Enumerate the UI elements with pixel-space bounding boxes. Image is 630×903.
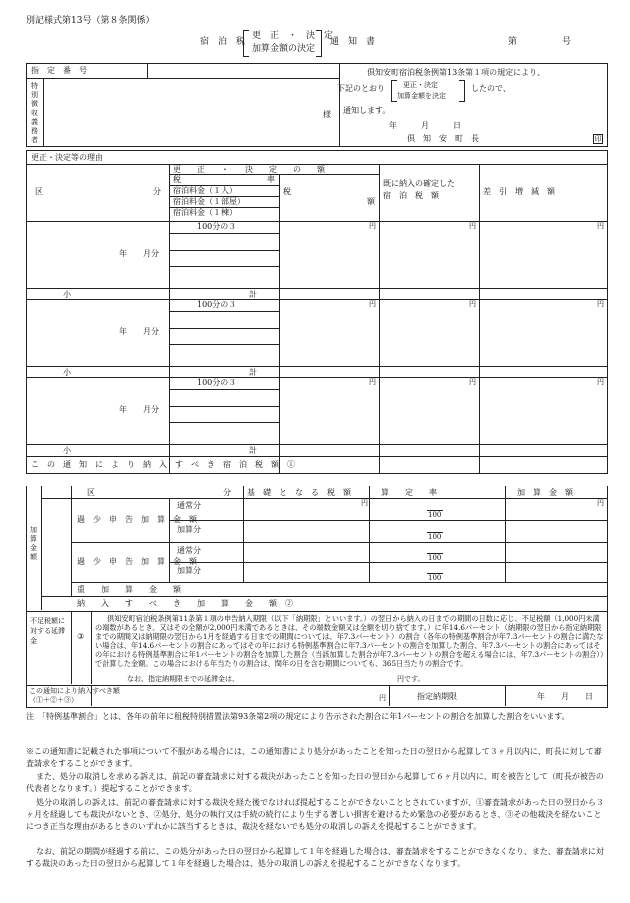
denominator-1: 100 (428, 511, 442, 519)
tax-label-b: 額 (367, 197, 375, 206)
sama-label: 様 (323, 110, 331, 119)
tax-label-a: 税 (283, 187, 291, 196)
late-fee-side-label: 不足税額に対する延滞金 (30, 617, 65, 645)
late-fee-last: なお、指定納期限までの延滞金は、 (127, 675, 239, 683)
notify-label: 通知します。 (343, 106, 391, 115)
designation-number-label: 指 定 番 号 (31, 66, 87, 75)
document-number: 第 号 (508, 37, 572, 47)
under-report-2: 過 少 申 告 加 算 金 額 (77, 557, 197, 566)
correction-amount-header: 更 正 ・ 決 定 の 額 (173, 165, 325, 174)
surcharge-amount-header: 加 算 金 額 (517, 488, 573, 497)
already-paid-1: 既に納入の確定した (383, 179, 455, 188)
footnote: 注 「特例基準割合」とは、各年の前年に租税特別措置法第93条第2項の規定により告示された割合に年1パーセントの割合を加算した割合をいいます。 (26, 712, 570, 721)
reason-label: 更正・決定等の理由 (31, 153, 103, 162)
subtotal-b: 計 (249, 290, 257, 299)
rate-value-2: 100分の３ (197, 300, 237, 309)
under-report-1: 過 少 申 告 加 算 金 額 (77, 515, 197, 524)
issue-date: 年 月 日 (389, 121, 461, 130)
kubun-a2: 区 (87, 488, 95, 497)
surcharge-table: 区 分 基 礎 と な る 税 額 算 定 率 加 算 金 額 加算金額 過 少 申 告 加 算 金 額 通常分 加算分 円 円 100 100 過 少 申 告 加 算 金 額 通常分 加算分 100 100 重 加 算 金 額 納 入 す べ き 加 算 金 額 ② (26, 486, 608, 612)
so-label: したので、 (471, 84, 511, 93)
total-due-table: この通知により納入すべき額 （①＋②＋③） 円 指定納期限 年 月 日 (26, 686, 608, 708)
late-fee-last-yen: 円です。 (397, 675, 425, 683)
surcharge-side-label: 加算金額 (30, 526, 37, 561)
correction-table: 更正・決定等の理由 区 分 更 正 ・ 決 定 の 額 税 率 宿泊料金（１人） 宿泊料金（１部屋） 宿泊料金（１棟） 税 額 既に納入の確定した 宿 泊 税 額 差 引 増 減 額 100分の３ 円 円 円 年 月分 小 計 100分の３ 円 円 円 年 月分 小 計 100分の３ 円 円 円 年 月分 小 計 こ の 通 知 に よ り 納 入 す べ き 宿 泊 税 額 ① (26, 150, 608, 474)
late-fee-text: 倶知安町宿泊税条例第11条第１項の申告納入期限（以下「納期限」といいます。）の翌日から納入の日までの期間の日数に応じ、不足税額（1,000円未満の端数があるとき、又はその全額が2,000円未満であるときは、その端数金額又は全額を切り捨てます。）に年14.6パーセント（納期限の翌日から指定納期限までの期間又は納期限の翌日から1月を経過する日までの期間については、年7.3パーセント）の割合（各年の特例基準割合が年7.3パーセントの割合に満たない場合は、年14.6パーセントの割合にあってはその年における特例基準割合に年7.3パーセントの割合を加算した割合、年7.3パーセントの割合にあってはその年における特例基準割合に年1パーセントの割合を加算した割合（当該加算した割合が年7.3パーセントの割合を超える場合には、年7.3パーセントの割合））で計算した金額。この場合における年当たりの割合は、閏年の日を含む期間についても、365日当たりの割合です。 (95, 614, 604, 668)
tax-name: 宿 泊 税 (200, 37, 246, 47)
normal-2: 通常分 (177, 546, 201, 555)
period-2: 年 月分 (119, 327, 159, 336)
notice-title: 通 知 書 (330, 37, 376, 47)
appeal-note-4: なお、前記の期間が経過する前に、この処分があった日の翌日から起算して１年を経過した場合は、審査請求をすることができなくなり、また、審査請求に対する裁決のあった日の翌日から起算して１年を経過した場合は、処分の取消しの訴えを提起することができなくなります。 (26, 847, 604, 868)
header-option-correction: 更 正 ・ 決 定 (252, 31, 334, 41)
rate-header: 算 定 率 (381, 488, 437, 497)
appeal-note-3: 処分の取消しの訴えは、前記の審査請求に対する裁決を経た後でなければ提起することができないこととされていますが、①審査請求があった日の翌日から３ヶ月を経過しても裁決がないとき、②処分、処分の執行又は手続の続行により生ずる著しい損害を避けるため緊急の必要があるとき、③その他裁決を経ないことにつき正当な理由があるときのいずれかに該当するときは、裁決を経ないでも処分の取消しの訴えを提起することができます。 (26, 798, 604, 831)
right-bracket (316, 30, 322, 57)
appeal-note-2: また、処分の取消しを求める訴えは、前記の審査請求に対する裁決があったことを知った日の翌日から起算して６ヶ月以内に、町を被告として（町長が被告の代表者となります。）提起することができます。 (26, 772, 604, 793)
rate-value-3: 100分の３ (197, 378, 237, 387)
top-option-surcharge: 加算金額を決定 (397, 92, 446, 100)
denominator-2: 100 (428, 533, 442, 541)
tax-due-row: こ の 通 知 に よ り 納 入 す べ き 宿 泊 税 額 ① (31, 460, 295, 469)
total-due-label-1: この通知により納入すべき額 (29, 687, 120, 695)
subtotal-b-2: 計 (249, 368, 257, 377)
mayor-name: 倶 知 安 町 長 (407, 134, 479, 143)
lodging-fee-person: 宿泊料金（１人） (173, 186, 237, 195)
deadline-date: 年 月 日 (537, 692, 593, 701)
subtotal-a-2: 小 (63, 368, 71, 377)
period-1: 年 月分 (119, 249, 159, 258)
deadline-label: 指定納期限 (417, 692, 457, 701)
kubun-b: 分 (153, 187, 161, 196)
added-1: 加算分 (177, 525, 201, 534)
rate-label-b: 率 (267, 175, 275, 184)
subtotal-a-3: 小 (63, 446, 71, 455)
header-option-surcharge: 加算金額の決定 (252, 44, 316, 54)
kubun-b2: 分 (223, 488, 231, 497)
appeal-note-1: ※この通知書に記載された事項について不服がある場合には、この通知書により処分があったことを知った日の翌日から起算して３ヶ月以内に、町長に対して審査請求をすることができます。 (26, 747, 602, 768)
rate-value-1: 100分の３ (197, 222, 237, 231)
normal-1: 通常分 (177, 501, 201, 510)
rate-label-a: 税 (173, 175, 181, 184)
heavy-surcharge: 重 加 算 金 額 (77, 585, 181, 594)
denominator-4: 100 (428, 574, 442, 582)
lodging-fee-room: 宿泊料金（１部屋） (173, 197, 245, 206)
lodging-fee-building: 宿泊料金（１棟） (173, 208, 237, 217)
added-2: 加算分 (177, 566, 201, 575)
top-option-correction: 更正・決定 (403, 81, 438, 89)
seal-mark: 印 (594, 135, 602, 143)
obligor-block (26, 63, 608, 147)
late-fee-number: ③ (77, 632, 85, 641)
as-below: 下記のとおり (337, 84, 385, 93)
kubun-a: 区 (35, 187, 43, 196)
subtotal-a: 小 (63, 290, 71, 299)
period-3: 年 月分 (119, 405, 159, 414)
form-id: 別記様式第13号（第８条関係） (26, 16, 155, 26)
total-due-label-2: （①＋②＋③） (29, 696, 78, 704)
base-tax-header: 基 礎 と な る 税 額 (247, 488, 351, 497)
already-paid-2: 宿 泊 税 額 (383, 191, 439, 200)
denominator-3: 100 (428, 554, 442, 562)
late-fee-table (26, 612, 608, 686)
left-bracket (243, 30, 249, 57)
subtotal-b-3: 計 (249, 446, 257, 455)
obligor-label: 特別徴収義務者 (31, 82, 38, 144)
total-surcharge: 納 入 す べ き 加 算 金 額 ② (77, 599, 293, 608)
law-basis: 倶知安町宿泊税条例第13条第１項の規定により、 (367, 68, 546, 77)
difference-label: 差 引 増 減 額 (483, 187, 555, 196)
